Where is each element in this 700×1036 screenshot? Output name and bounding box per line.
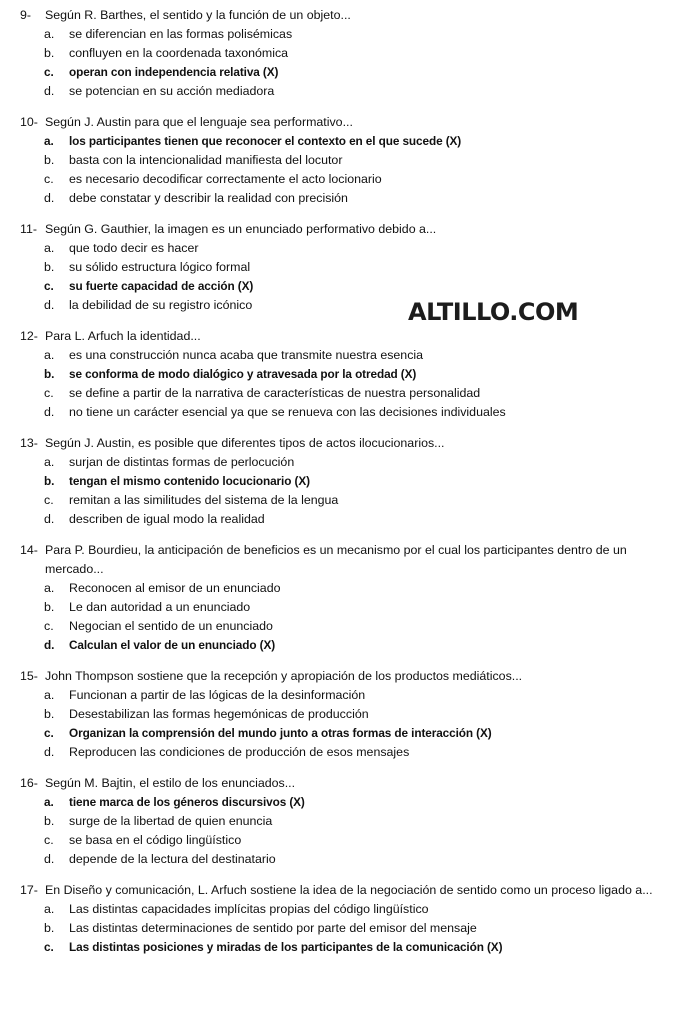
question-number: 14- — [20, 543, 38, 557]
answer-option — [0, 850, 700, 869]
answer-option — [0, 296, 700, 315]
answer-option — [0, 189, 700, 208]
option-letter: c. — [44, 279, 54, 293]
option-text: se basa en el código lingüístico — [69, 833, 242, 847]
question-line — [0, 327, 700, 346]
option-text: Reconocen al emisor de un enunciado — [69, 581, 281, 595]
option-text: surge de la libertad de quien enuncia — [69, 814, 273, 828]
question-number: 16- — [20, 776, 38, 790]
question-line — [0, 667, 700, 686]
answer-option — [0, 44, 700, 63]
answer-option-correct — [0, 472, 700, 491]
option-text: confluyen en la coordenada taxonómica — [69, 46, 289, 60]
answer-option — [0, 598, 700, 617]
option-letter: b. — [44, 260, 55, 274]
question-block — [0, 881, 700, 957]
option-letter: a. — [44, 455, 55, 469]
option-text: Las distintas posiciones y miradas de los participantes de la comunicación (X) — [69, 940, 503, 954]
option-text: debe constatar y describir la realidad con precisión — [69, 191, 348, 205]
option-text: surjan de distintas formas de perlocución — [69, 455, 295, 469]
option-text: su fuerte capacidad de acción (X) — [69, 279, 254, 293]
answer-option — [0, 384, 700, 403]
option-letter: d. — [44, 191, 55, 205]
option-letter: c. — [44, 172, 54, 186]
option-text: la debilidad de su registro icónico — [69, 298, 253, 312]
question-text: Según R. Barthes, el sentido y la función de un objeto... — [45, 8, 351, 22]
answer-option — [0, 453, 700, 472]
option-text: Negocian el sentido de un enunciado — [69, 619, 273, 633]
answer-option-correct — [0, 365, 700, 384]
option-text: Desestabilizan las formas hegemónicas de producción — [69, 707, 369, 721]
question-number: 11- — [20, 222, 37, 236]
question-text: Según J. Austin para que el lenguaje sea performativo... — [45, 115, 353, 129]
option-letter: c. — [44, 619, 54, 633]
answer-option — [0, 831, 700, 850]
option-text: depende de la lectura del destinatario — [69, 852, 276, 866]
option-letter: c. — [44, 65, 54, 79]
answer-option-correct — [0, 132, 700, 151]
question-number: 10- — [20, 115, 38, 129]
option-text: es necesario decodificar correctamente el acto locionario — [69, 172, 382, 186]
option-text: Las distintas capacidades implícitas propias del código lingüístico — [69, 902, 429, 916]
option-text: los participantes tienen que reconocer el contexto en el que sucede (X) — [69, 134, 462, 148]
answer-option — [0, 491, 700, 510]
option-letter: a. — [44, 241, 55, 255]
answer-option — [0, 82, 700, 101]
answer-option-correct — [0, 938, 700, 957]
question-text: Para P. Bourdieu, la anticipación de beneficios es un mecanismo por el cual los participantes dentro de un mercado... — [45, 543, 627, 576]
question-text: Según M. Bajtin, el estilo de los enunciados... — [45, 776, 296, 790]
question-block — [0, 434, 700, 529]
option-letter: d. — [44, 298, 55, 312]
option-letter: c. — [44, 493, 54, 507]
option-letter: b. — [44, 707, 55, 721]
question-block — [0, 6, 700, 101]
option-letter: a. — [44, 134, 54, 148]
option-letter: c. — [44, 386, 54, 400]
question-block — [0, 774, 700, 869]
option-letter: b. — [44, 600, 55, 614]
answer-option — [0, 239, 700, 258]
option-letter: b. — [44, 814, 55, 828]
option-text: remitan a las similitudes del sistema de la lengua — [69, 493, 339, 507]
answer-option — [0, 25, 700, 44]
question-number: 12- — [20, 329, 38, 343]
option-letter: b. — [44, 367, 55, 381]
option-letter: d. — [44, 638, 55, 652]
option-text: no tiene un carácter esencial ya que se renueva con las decisiones individuales — [69, 405, 506, 419]
answer-option — [0, 617, 700, 636]
answer-option — [0, 743, 700, 762]
option-letter: a. — [44, 348, 55, 362]
question-block — [0, 220, 700, 315]
option-text: se conforma de modo dialógico y atravesada por la otredad (X) — [69, 367, 417, 381]
exam-document — [0, 6, 700, 969]
question-line — [0, 774, 700, 793]
option-text: es una construcción nunca acaba que transmite nuestra esencia — [69, 348, 424, 362]
question-text: Según G. Gauthier, la imagen es un enunciado performativo debido a... — [45, 222, 437, 236]
option-letter: a. — [44, 902, 55, 916]
question-block — [0, 327, 700, 422]
question-block — [0, 667, 700, 762]
option-letter: c. — [44, 940, 54, 954]
question-line — [0, 113, 700, 132]
option-letter: b. — [44, 153, 55, 167]
option-letter: d. — [44, 405, 55, 419]
option-text: se potencian en su acción mediadora — [69, 84, 275, 98]
question-line — [0, 541, 700, 579]
watermark: ALTILLO.COM — [408, 298, 579, 326]
answer-option-correct — [0, 277, 700, 296]
answer-option — [0, 346, 700, 365]
option-letter: d. — [44, 745, 55, 759]
option-letter: a. — [44, 795, 54, 809]
question-text: Para L. Arfuch la identidad... — [45, 329, 201, 343]
answer-option-correct — [0, 63, 700, 82]
option-text: tiene marca de los géneros discursivos (X) — [69, 795, 305, 809]
option-text: Funcionan a partir de las lógicas de la desinformación — [69, 688, 366, 702]
answer-option — [0, 510, 700, 529]
question-number: 15- — [20, 669, 38, 683]
option-text: se define a partir de la narrativa de características de nuestra personalidad — [69, 386, 481, 400]
option-text: Calculan el valor de un enunciado (X) — [69, 638, 276, 652]
option-letter: d. — [44, 852, 55, 866]
option-letter: d. — [44, 84, 55, 98]
question-number: 17- — [20, 883, 38, 897]
question-block — [0, 113, 700, 208]
option-text: se diferencian en las formas polisémicas — [69, 27, 293, 41]
option-text: operan con independencia relativa (X) — [69, 65, 279, 79]
question-line — [0, 434, 700, 453]
question-text: John Thompson sostiene que la recepción y apropiación de los productos mediáticos... — [45, 669, 523, 683]
answer-option — [0, 919, 700, 938]
option-text: basta con la intencionalidad manifiesta del locutor — [69, 153, 343, 167]
answer-option — [0, 705, 700, 724]
answer-option — [0, 686, 700, 705]
option-letter: d. — [44, 512, 55, 526]
option-letter: c. — [44, 833, 54, 847]
option-letter: b. — [44, 46, 55, 60]
question-line — [0, 6, 700, 25]
option-letter: b. — [44, 474, 55, 488]
answer-option-correct — [0, 793, 700, 812]
option-letter: a. — [44, 27, 55, 41]
option-text: Reproducen las condiciones de producción de esos mensajes — [69, 745, 410, 759]
option-text: Le dan autoridad a un enunciado — [69, 600, 251, 614]
option-letter: a. — [44, 581, 55, 595]
answer-option — [0, 900, 700, 919]
option-text: tengan el mismo contenido locucionario (X) — [69, 474, 310, 488]
answer-option — [0, 579, 700, 598]
option-letter: a. — [44, 688, 55, 702]
answer-option — [0, 403, 700, 422]
option-letter: b. — [44, 921, 55, 935]
option-text: que todo decir es hacer — [69, 241, 199, 255]
answer-option — [0, 170, 700, 189]
answer-option-correct — [0, 724, 700, 743]
question-block — [0, 541, 700, 655]
option-text: Las distintas determinaciones de sentido por parte del emisor del mensaje — [69, 921, 477, 935]
answer-option — [0, 151, 700, 170]
question-line — [0, 220, 700, 239]
answer-option — [0, 812, 700, 831]
option-text: describen de igual modo la realidad — [69, 512, 265, 526]
option-letter: c. — [44, 726, 54, 740]
question-number: 9- — [20, 8, 32, 22]
question-text: Según J. Austin, es posible que diferentes tipos de actos ilocucionarios... — [45, 436, 445, 450]
question-text: En Diseño y comunicación, L. Arfuch sostiene la idea de la negociación de sentido como un proceso ligado a... — [45, 883, 653, 897]
answer-option — [0, 258, 700, 277]
answer-option-correct — [0, 636, 700, 655]
question-line — [0, 881, 700, 900]
option-text: su sólido estructura lógico formal — [69, 260, 251, 274]
question-number: 13- — [20, 436, 38, 450]
option-text: Organizan la comprensión del mundo junto a otras formas de interacción (X) — [69, 726, 492, 740]
